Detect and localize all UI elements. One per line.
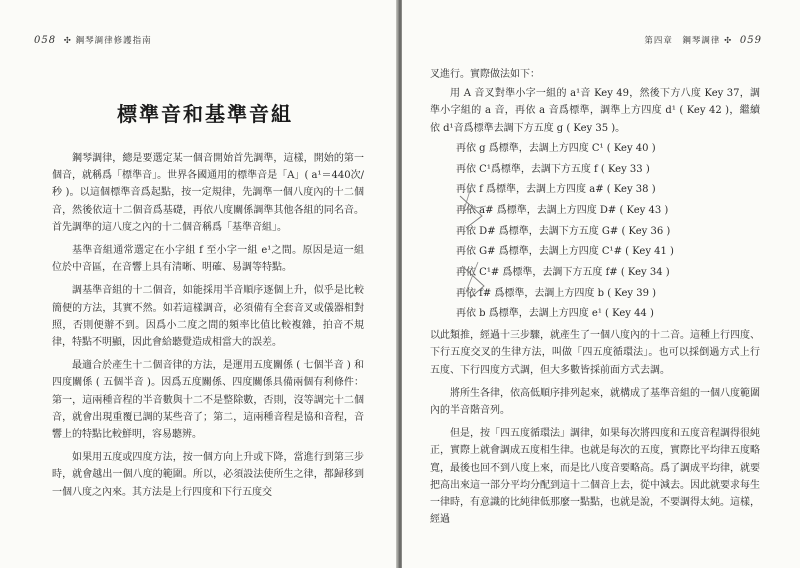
step-line: 再依 C¹# 爲標準，去調下方五度 f# ( Key 34 ) <box>456 267 670 279</box>
left-body-text <box>52 150 364 507</box>
step-line: 再依 D# 爲標準，去調下方五度 G# ( Key 36 ) <box>456 225 671 237</box>
paragraph: 但是，按「四五度循環法」調律，如果每次將四度和五度音程調得很純正，實際上就會調成五度相生律。也就是每次的五度，實際比平均律五度略寬，最後也回不到八度上來，而是比八度音要略高。爲了調成平均律，就要把高出來這一部分平均分配到這十二個音上去，從中減去。因此就要求每生一律時，有意識的比純律低那麼一點點，也就是說，不要調得太純。這樣，經過 <box>430 428 760 526</box>
ornament-icon: ✣ <box>63 36 72 46</box>
step-line: 再依 G# 爲標準，去調上方四度 C¹# ( Key 41 ) <box>456 246 674 258</box>
right-body-text <box>430 66 760 534</box>
step-line: 再依 a# 爲標準，去調上方四度 D# ( Key 43 ) <box>456 204 669 216</box>
step-line: 再依 b 爲標準，去調上方四度 e¹ ( Key 44 ) <box>456 308 654 320</box>
step-line: 再依 g 爲標準，去調上方四度 C¹ ( Key 40 ) <box>456 142 656 154</box>
book-title: 鋼琴調律修護指南 <box>75 36 152 46</box>
paragraph: 鋼琴調律，總是要選定某一個音開始首先調準，這樣，開始的第一個音，就稱爲「標準音」。世界各國通用的標準音是「A」( a¹＝440次/秒 )。以這個標準音爲起點，按一定規律，先調準一個八度內的十二個音，然後依這十二個音爲基礎，再依八度關係調準其他各組的同名音。首先調準的這八度之內的十二個音稱爲「基準音組」。 <box>52 153 364 233</box>
intro-line: 叉進行。實際做法如下： <box>430 69 540 80</box>
step-line: 再依 f# 爲標準，去調上方四度 b ( Key 39 ) <box>456 287 657 299</box>
right-running-head <box>644 34 766 46</box>
step-line: 再依 C¹爲標準，去調下方五度 f ( Key 33 ) <box>456 163 650 175</box>
paragraph: 基準音組通常選定在小字組 f 至小字一組 e¹之間。原因是這一組位於中音區，在音響上具有清晰、明確、易調等特點。 <box>52 245 364 274</box>
right-page-number: 059 <box>739 35 762 46</box>
paragraph: 最適合於產生十二個音律的方法，是運用五度關係 ( 七個半音 ) 和四度關係 ( 五個半音 )。因爲五度關係、四度關係具備兩個有利條件：第一，這兩種音程的半音數與十二不是整除數，否則，沒等調完十二個音，就會出現重覆已調的某些音了；第二，這兩種音程是協和音程，音響上的特點比較鮮明，容易聽辨。 <box>52 360 364 441</box>
first-step: 用 A 音叉對準小字一組的 a¹音 Key 49，然後下方八度 Key 37，調準小字組的 a 音，再依 a 音爲標準，調準上方四度 d¹ ( Key 42 )，繼續依 d¹音爲標準去調下方五度 g ( Key 35 )。 <box>430 88 760 134</box>
chapter-title: 標準音和基準音組 <box>117 102 293 126</box>
chapter-label: 第四章 鋼琴調律 <box>644 36 721 46</box>
ornament-icon: ✣ <box>724 36 733 46</box>
paragraph: 將所生各律，依高低順序排列起來，就構成了基準音組的一個八度範圍內的半音階音列。 <box>430 387 760 416</box>
left-page-number: 058 <box>34 35 57 46</box>
step-line: 再依 f 爲標準，去調上方四度 a# ( Key 38 ) <box>456 184 656 196</box>
paragraph: 調基準音組的十二個音，如能採用半音順序逐個上升，似乎是比較簡便的方法，其實不然。如若這樣調音，必須備有全套音叉或儀器相對照，否則便辦不到。因爲小二度之間的頻率比值比較複雜，拍音不規律，特點不明顯，因此會給聽覺造成相當大的誤差。 <box>52 285 364 349</box>
paragraph: 如果用五度或四度方法，按一個方向上升或下降，當進行到第三步時，就會越出一個八度的範圍。所以，必須設法使所生之律，都歸移到一個八度之內來。其方法是上行四度和下行五度交 <box>52 452 364 498</box>
paragraph: 以此類推，經過十三步驟，就產生了一個八度內的十二音。這種上行四度、下行五度交叉的生律方法，叫做「四五度循環法」。也可以採倒過方式上行五度、下行四度方式調，但大多數皆採前面方式去調。 <box>430 330 760 376</box>
left-running-head <box>30 34 152 46</box>
